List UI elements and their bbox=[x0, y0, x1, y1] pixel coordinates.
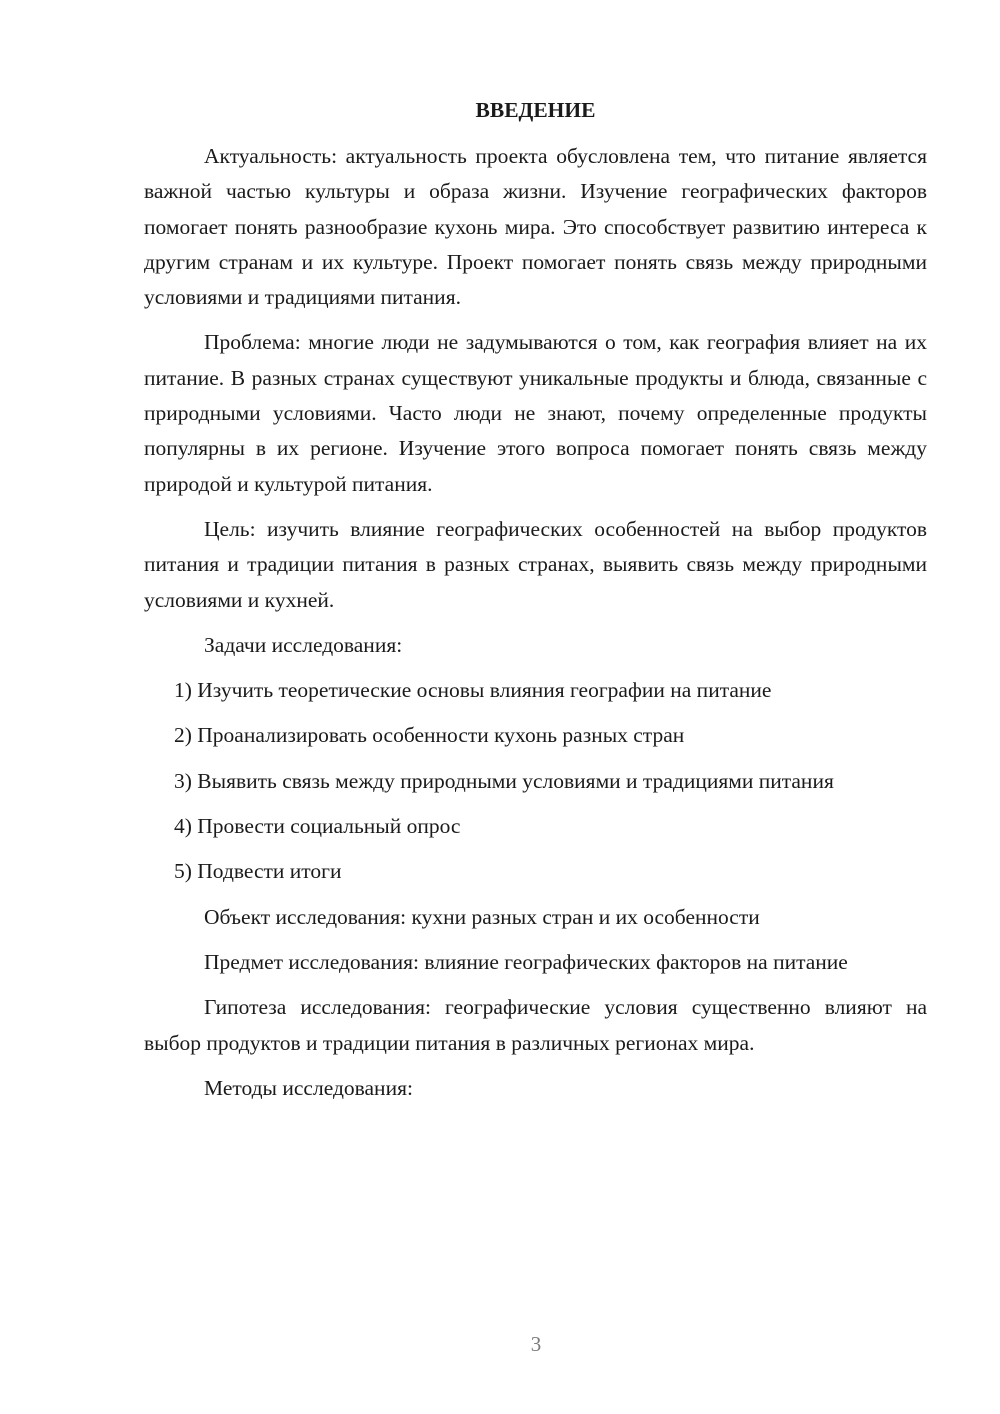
research-object: Объект исследования: кухни разных стран и их особенности bbox=[204, 904, 760, 929]
task-item-1: 1) Изучить теоретические основы влияния географии на питание bbox=[174, 678, 772, 703]
task-item-5: 5) Подвести итоги bbox=[174, 859, 342, 884]
methods-heading: Методы исследования: bbox=[204, 1075, 413, 1100]
page-title: ВВЕДЕНИЕ bbox=[475, 98, 596, 122]
research-hypothesis: Гипотеза исследования: географические условия существенно влияют на выбор продуктов и традиции питания в различных регионах мира. bbox=[144, 995, 927, 1055]
page-content bbox=[144, 93, 927, 1116]
relevance-paragraph: Актуальность: актуальность проекта обусловлена тем, что питание является важной частью культуры и образа жизни. Изучение географических факторов помогает понять разнообразие кухонь мира. Это способствует развитию интереса к другим странам и их культуре. Проект помогает понять связь между природными условиями и традициями питания. bbox=[144, 144, 927, 310]
task-item-3: 3) Выявить связь между природными условиями и традициями питания bbox=[174, 768, 834, 793]
page-number: 3 bbox=[530, 1332, 542, 1356]
goal-paragraph: Цель: изучить влияние географических особенностей на выбор продуктов питания и традиции питания в разных странах, выявить связь между природными условиями и кухней. bbox=[144, 516, 927, 612]
tasks-heading: Задачи исследования: bbox=[204, 632, 403, 657]
problem-paragraph: Проблема: многие люди не задумываются о том, как география влияет на их питание. В разных странах существуют уникальные продукты и блюда, связанные с природными условиями. Часто люди не знают, почему определенные продукты популярны в их регионе. Изучение этого вопроса помогает понять связь между природой и культурой питания. bbox=[144, 330, 927, 496]
research-subject: Предмет исследования: влияние географических факторов на питание bbox=[204, 949, 848, 974]
task-item-4: 4) Провести социальный опрос bbox=[174, 814, 461, 839]
task-item-2: 2) Проанализировать особенности кухонь разных стран bbox=[174, 723, 685, 748]
